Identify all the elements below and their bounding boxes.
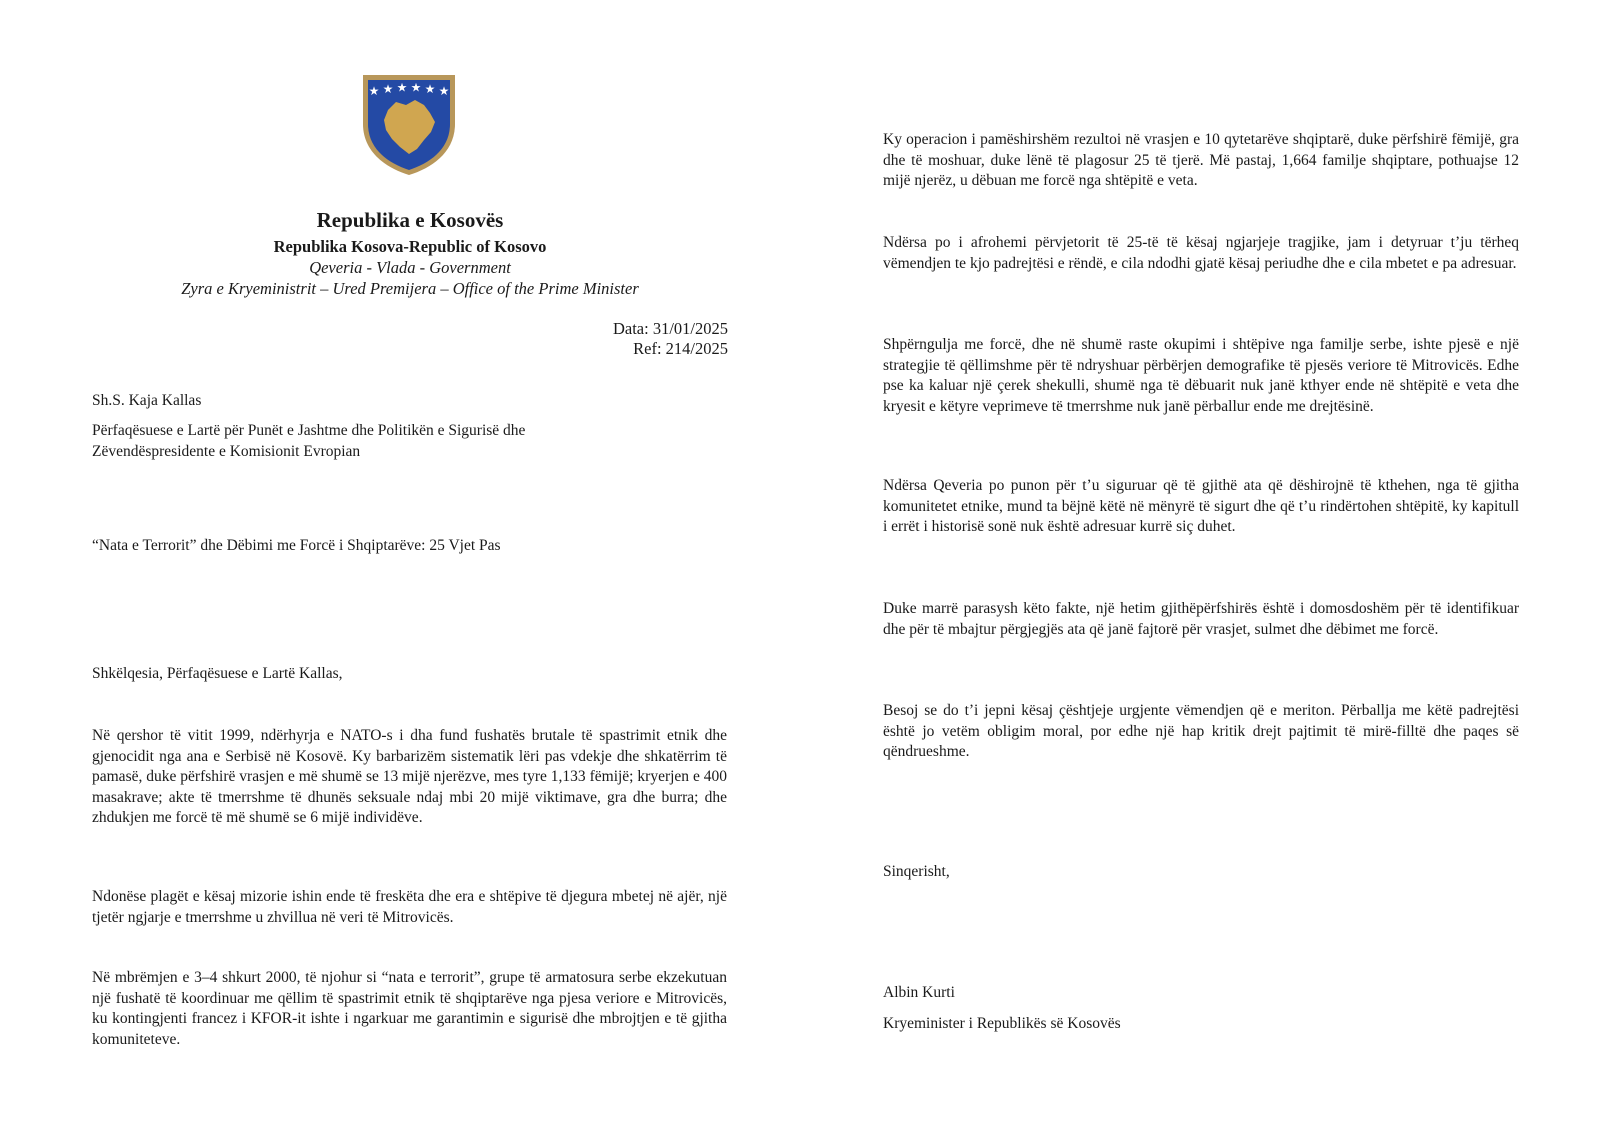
svg-text:★: ★ [396,80,408,95]
svg-text:★: ★ [368,84,380,98]
letter-page-2 [800,0,1600,1142]
letterhead-office: Zyra e Kryeministrit – Ured Premijera – Office of the Prime Minister [181,279,639,298]
letterhead-subtitle: Republika Kosova-Republic of Kosovo [273,237,547,256]
body-paragraph: Ndonëse plagët e kësaj mizorie ishin ende të freskëta dhe era e shtëpive të djegura mbetej në ajër, një tjetër ngjarje e tmerrshme u zhvillua në veri të Mitrovicës. [92,888,727,926]
body-paragraph: Ndërsa po i afrohemi përvjetorit të 25-të të kësaj ngjarjeje tragjike, jam i detyruar t’ju tërheq vëmendjen te kjo padrejtësi e rëndë, e cila ndodhi gjatë kësaj periudhe dhe e cila mbetet e pa adresuar. [883,234,1519,272]
body-paragraph: Ky operacion i pamëshirshëm rezultoi në vrasjen e 10 qytetarëve shqiptarë, duke përfshirë fëmijë, gra dhe të moshuar, duke lënë të plagosur 25 të tjerë. Më pastaj, 1,664 familje shqiptare, pothuajse 12 mijë njerëz, u dëbuan me forcë nga shtëpitë e veta. [883,131,1519,189]
letterhead-title: Republika e Kosovës [316,208,504,232]
svg-text:★: ★ [424,82,436,96]
body-paragraph: Ndërsa Qeveria po punon për t’u siguruar që të gjithë ata që dëshirojnë të kthehen, nga të gjitha komunitetet etnike, mund ta bëjnë këtë në mënyrë të sigurt dhe që t’u rindërtohen shtëpitë, ky kapitull i errët i historisë sonë nuk është adresuar kurrë siç duhet. [883,477,1519,535]
letter-reference: Ref: 214/2025 [633,339,728,358]
body-paragraph: Në qershor të vitit 1999, ndërhyrja e NATO-s i dha fund fushatës brutale të spastrimit etnik dhe gjenocidit nga ana e Serbisë në Kosovë. Ky barbarizëm sistematik lëri pas vdekje dhe shkatërrim të pamasë, duke përfshirë vrasjen e më shumë se 13 mijë njerëzve, mes tyre 1,133 fëmijë; kryerjen e 400 masakrave; akte të tmerrshme të dhunës seksuale ndaj mbi 20 mijë viktimave, gra dhe burra; dhe zhdukjen me forcë të më shumë se 6 mijë individëve. [92,727,727,826]
svg-text:★: ★ [438,84,450,98]
recipient-title: Përfaqësuese e Lartë për Punët e Jashtme dhe Politikën e Sigurisë dhe Zëvendëspresidente e Komisionit Evropian [92,422,526,460]
letter-subject: “Nata e Terrorit” dhe Dëbimi me Forcë i Shqiptarëve: 25 Vjet Pas [92,537,501,554]
svg-text:★: ★ [382,82,394,96]
body-paragraph: Në mbrëmjen e 3–4 shkurt 2000, të njohur si “nata e terrorit”, grupe të armatosura serbe ekzekutuan një fushatë të koordinuar me qëllim të spastrimit etnik të shqiptarëve nga pjesa veriore e Mitrovicës, ku kontingjenti francez i KFOR-it ishte i ngarkuar me garantimin e sigurisë dhe mbrojtjen e të gjitha komuniteteve. [92,969,727,1048]
letterhead-government: Qeveria - Vlada - Government [309,258,511,277]
kosovo-coat-of-arms-icon [360,72,458,178]
signatory-title: Kryeminister i Republikës së Kosovës [883,1015,1121,1032]
letter-closing: Sinqerisht, [883,863,950,880]
svg-text:★: ★ [410,80,422,95]
body-paragraph: Duke marrë parasysh këto fakte, një hetim gjithëpërfshirës është i domosdoshëm për të identifikuar dhe për të mbajtur përgjegjës ata që janë fajtorë për vrasjet, sulmet dhe dëbimet me forcë. [883,600,1519,638]
recipient-name: Sh.S. Kaja Kallas [92,392,202,409]
letter-salutation: Shkëlqesia, Përfaqësuese e Lartë Kallas, [92,665,343,682]
letter-date: Data: 31/01/2025 [612,319,728,338]
signatory-name: Albin Kurti [883,984,955,1001]
body-paragraph: Shpërngulja me forcë, dhe në shumë raste okupimi i shtëpive nga familje serbe, ishte pjesë e një strategjie të qëllimshme për të ndryshuar përbërjen demografike të pjesës veriore të Mitrovicës. Edhe pse ka kaluar një çerek shekulli, shumë nga të dëbuarit nuk janë kthyer ende në shtëpitë e veta dhe kryesit e këtyre veprimeve të tmerrshme nuk janë përballur ende me drejtësinë. [883,336,1519,415]
body-paragraph: Besoj se do t’i jepni kësaj çështjeje urgjente vëmendjen që e meriton. Përballja me këtë padrejtësi është jo vetëm obligim moral, por edhe një hap kritik drejt pajtimit të mirë-filltë dhe paqes së qëndrueshme. [883,702,1519,760]
